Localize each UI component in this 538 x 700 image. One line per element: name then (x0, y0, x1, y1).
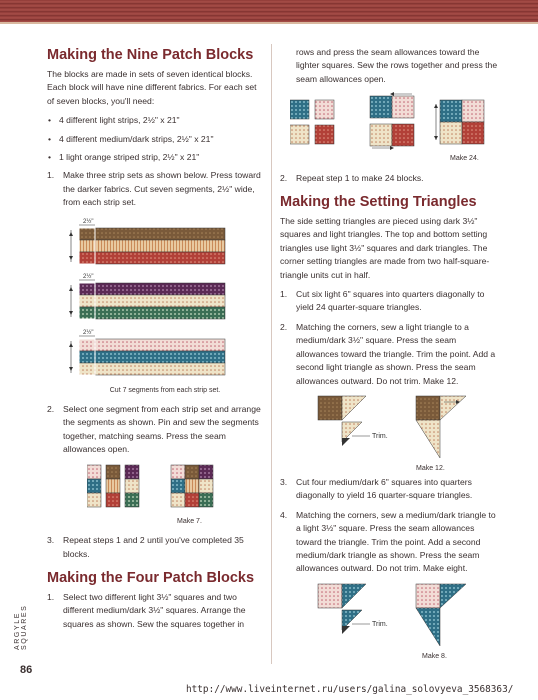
fabric-list (47, 114, 265, 164)
four-patch-continued: rows and press the seam allowances toward the lighter squares. Sew the rows together and press the seam allowances open. (296, 47, 498, 84)
four-patch-figure (290, 92, 498, 165)
decorative-top-band (0, 0, 538, 22)
chapter-side-label: ARGYLE SQUARES (14, 604, 28, 650)
setting-step-4: 4. Matching the corners, sew a medium/dark triangle to a light 3½" square. Press the seam allowances toward the triangle. Trim the point. Add a second medium/dark triangle as shown. Press the seam allowances outward. Do not trim. Make eight. (280, 509, 496, 574)
four-patch-step-2: 2. Repeat step 1 to make 24 blocks. (280, 172, 424, 183)
list-item: • 1 light orange striped strip, 2½" x 21" (47, 151, 265, 164)
four-patch-step-1: 1. Select two different light 3½" squares and two different medium/dark 3½" squares. Arrange the squares as shown. Sew the squares together in (47, 591, 246, 629)
make-8-caption: Make 8. (422, 652, 447, 660)
nine-patch-step-1: 1. Make three strip sets as shown below. Press toward the darker fabrics. Cut seven segments, 2½" wide, from each strip set. (47, 170, 261, 208)
make-7-caption: Make 7. (177, 517, 202, 525)
make-24-caption: Make 24. (450, 155, 479, 163)
band-underline (0, 22, 538, 24)
right-column (280, 46, 498, 669)
nine-patch-intro: The blocks are made in sets of seven identical blocks. Each block will have nine different fabrics. For each set of seven blocks, you'll need: (47, 69, 257, 106)
left-column (47, 46, 265, 637)
setting-intro: The side setting triangles are pieced using dark 3½" squares and light triangles. The top and bottom setting triangles use light 3½" squares and dark triangles. The corner setting triangles are made from two half-square-triangle units cut in half. (280, 216, 490, 280)
nine-patch-assembly-figure (87, 463, 265, 528)
make-12-caption: Make 12. (416, 464, 445, 472)
top-bottom-triangle-figure (316, 582, 498, 663)
list-item: • 4 different medium/dark strips, 2½" x 21" (47, 133, 265, 146)
trim-label: Trim. (372, 620, 388, 628)
list-item: • 4 different light strips, 2½" x 21" (47, 114, 265, 127)
dim-label: 2½" (83, 273, 94, 280)
setting-triangles-heading: Making the Setting Triangles (280, 194, 477, 211)
setting-step-1: 1. Cut six light 6" squares into quarters diagonally to yield 24 quarter-square triangles. (280, 289, 485, 313)
nine-patch-step-2: 2. Select one segment from each strip set and arrange the segments as shown. Pin and sew the segments together, matching seams. Press the seam allowances open. (47, 404, 261, 455)
nine-patch-heading: Making the Nine Patch Blocks (47, 47, 254, 63)
strip-caption: Cut 7 segments from each strip set. (109, 386, 221, 394)
setting-step-2: 2. Matching the corners, sew a light triangle to a medium/dark 3½" square. Press the seam allowances toward the triangle. Trim the point. Add a second light triangle as shown. Press the seam allowances outward. Do not trim. Make 12. (280, 321, 496, 386)
dim-label: 2½" (83, 329, 94, 336)
setting-step-3: 3. Cut four medium/dark 6" squares into quarters diagonally to yield 16 quarter-square triangles. (280, 476, 473, 501)
strip-sets-figure (65, 216, 265, 397)
page-number: 86 (20, 664, 33, 676)
footer-url: http://www.liveinternet.ru/users/galina_solovyeva_3568363/ (186, 684, 514, 695)
column-divider (271, 44, 272, 664)
four-patch-heading: Making the Four Patch Blocks (47, 569, 255, 586)
side-triangle-figure (316, 394, 498, 472)
nine-patch-step-3: 3. Repeat steps 1 and 2 until you've completed 35 blocks. (47, 535, 244, 559)
trim-label: Trim. (372, 432, 388, 440)
dim-label: 2½" (83, 218, 94, 225)
